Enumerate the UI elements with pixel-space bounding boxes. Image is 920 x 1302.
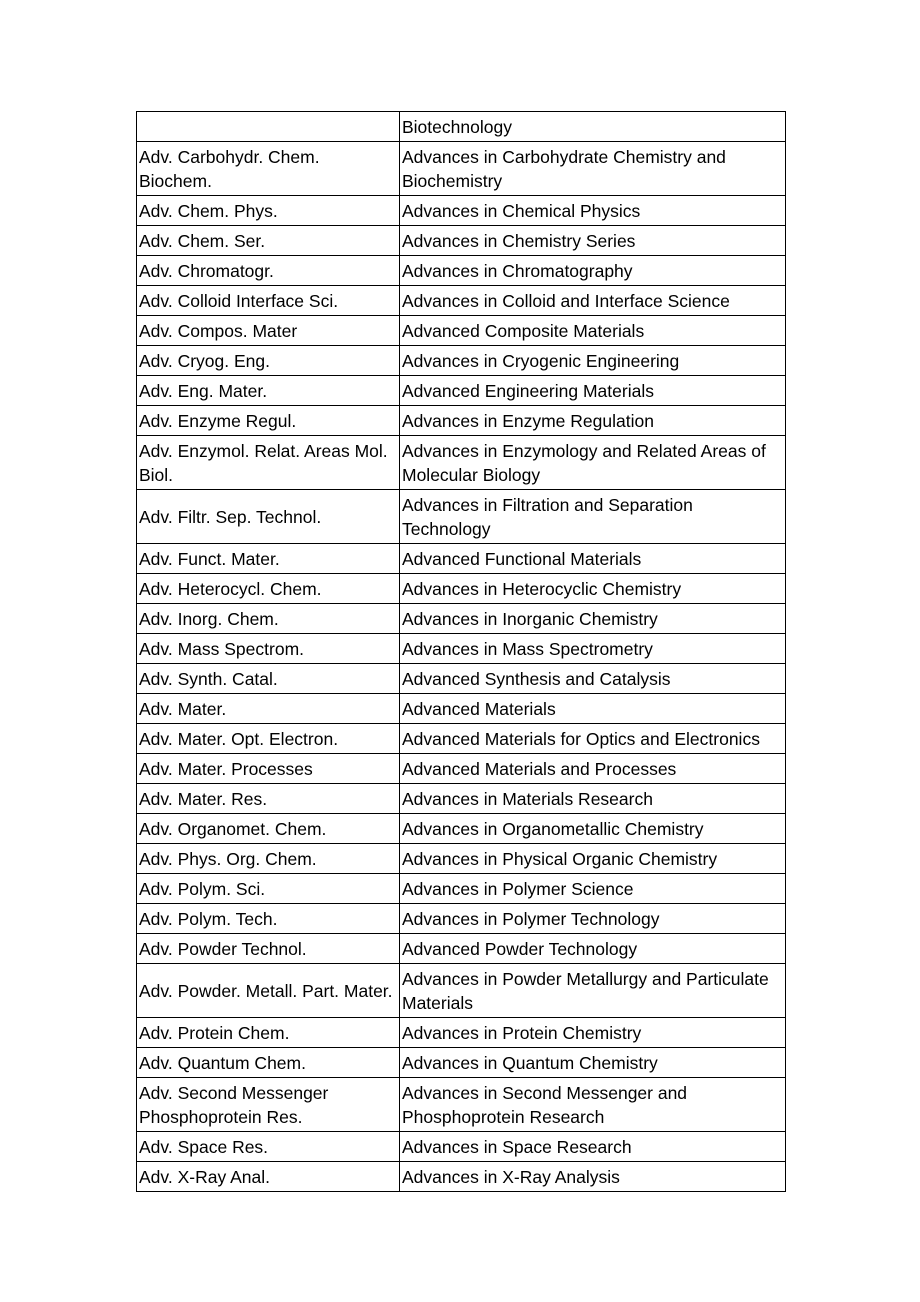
full-title-cell: Advances in Cryogenic Engineering [400,346,786,376]
full-title-cell: Advances in Organometallic Chemistry [400,814,786,844]
abbreviation-cell: Adv. Inorg. Chem. [137,604,400,634]
full-title-cell: Advances in Filtration and Separation Technology [400,490,786,544]
full-title-cell: Advances in Protein Chemistry [400,1018,786,1048]
table-row [137,844,786,874]
full-title-cell: Advances in Polymer Technology [400,904,786,934]
table-row [137,1078,786,1132]
abbreviation-cell: Adv. Second Messenger Phosphoprotein Res. [137,1078,400,1132]
full-title-cell: Advances in Chemical Physics [400,196,786,226]
abbreviation-cell: Adv. Synth. Catal. [137,664,400,694]
abbreviation-cell: Adv. Mater. Opt. Electron. [137,724,400,754]
full-title-cell: Advanced Composite Materials [400,316,786,346]
abbreviation-cell: Adv. Filtr. Sep. Technol. [137,490,400,544]
table-body [137,112,786,1192]
table-row [137,904,786,934]
table-row [137,346,786,376]
abbreviation-cell: Adv. Powder Technol. [137,934,400,964]
table-row [137,634,786,664]
abbreviation-cell: Adv. Chem. Phys. [137,196,400,226]
table-row [137,574,786,604]
abbreviation-cell: Adv. Enzymol. Relat. Areas Mol. Biol. [137,436,400,490]
full-title-cell: Advances in Carbohydrate Chemistry and Biochemistry [400,142,786,196]
table-row [137,664,786,694]
table-row [137,1132,786,1162]
full-title-cell: Advances in Mass Spectrometry [400,634,786,664]
table-row [137,226,786,256]
full-title-cell: Advances in Quantum Chemistry [400,1048,786,1078]
abbreviation-cell: Adv. Organomet. Chem. [137,814,400,844]
full-title-cell: Advanced Materials and Processes [400,754,786,784]
table-row [137,964,786,1018]
table-row [137,490,786,544]
abbreviation-cell: Adv. Enzyme Regul. [137,406,400,436]
table-row [137,604,786,634]
abbreviation-cell: Adv. Mater. [137,694,400,724]
table-row [137,934,786,964]
abbreviation-cell: Adv. Heterocycl. Chem. [137,574,400,604]
table-row [137,874,786,904]
full-title-cell: Advances in Inorganic Chemistry [400,604,786,634]
full-title-cell: Biotechnology [400,112,786,142]
abbreviation-cell: Adv. Powder. Metall. Part. Mater. [137,964,400,1018]
full-title-cell: Advances in Colloid and Interface Science [400,286,786,316]
table-row [137,784,786,814]
abbreviation-cell: Adv. Polym. Sci. [137,874,400,904]
table-row [137,196,786,226]
full-title-cell: Advances in Enzyme Regulation [400,406,786,436]
full-title-cell: Advances in Chemistry Series [400,226,786,256]
abbreviation-cell: Adv. Protein Chem. [137,1018,400,1048]
abbreviation-cell: Adv. Quantum Chem. [137,1048,400,1078]
abbreviation-cell: Adv. Mass Spectrom. [137,634,400,664]
table-row [137,1018,786,1048]
full-title-cell: Advanced Powder Technology [400,934,786,964]
table-row [137,286,786,316]
abbreviation-cell: Adv. Compos. Mater [137,316,400,346]
abbreviation-cell: Adv. Space Res. [137,1132,400,1162]
table-row [137,406,786,436]
table-row [137,754,786,784]
full-title-cell: Advanced Synthesis and Catalysis [400,664,786,694]
full-title-cell: Advanced Materials for Optics and Electronics [400,724,786,754]
table-row [137,814,786,844]
full-title-cell: Advances in Materials Research [400,784,786,814]
abbreviation-cell: Adv. Carbohydr. Chem. Biochem. [137,142,400,196]
table-row [137,256,786,286]
table-row [137,376,786,406]
full-title-cell: Advances in Space Research [400,1132,786,1162]
abbreviation-cell: Adv. Chem. Ser. [137,226,400,256]
table-row [137,316,786,346]
full-title-cell: Advances in Polymer Science [400,874,786,904]
full-title-cell: Advanced Engineering Materials [400,376,786,406]
abbreviation-cell: Adv. Funct. Mater. [137,544,400,574]
full-title-cell: Advances in Second Messenger and Phosphoprotein Research [400,1078,786,1132]
abbreviation-cell: Adv. Phys. Org. Chem. [137,844,400,874]
abbreviation-cell: Adv. Colloid Interface Sci. [137,286,400,316]
full-title-cell: Advances in Heterocyclic Chemistry [400,574,786,604]
abbreviation-cell [137,112,400,142]
table-row [137,544,786,574]
abbreviation-cell: Adv. Polym. Tech. [137,904,400,934]
table-row [137,1162,786,1192]
abbreviation-cell: Adv. Mater. Res. [137,784,400,814]
table-row [137,142,786,196]
abbreviation-cell: Adv. Eng. Mater. [137,376,400,406]
abbreviation-cell: Adv. X-Ray Anal. [137,1162,400,1192]
abbreviation-cell: Adv. Cryog. Eng. [137,346,400,376]
table-row [137,112,786,142]
full-title-cell: Advances in X-Ray Analysis [400,1162,786,1192]
table-row [137,436,786,490]
full-title-cell: Advanced Functional Materials [400,544,786,574]
full-title-cell: Advances in Physical Organic Chemistry [400,844,786,874]
full-title-cell: Advances in Enzymology and Related Areas of Molecular Biology [400,436,786,490]
full-title-cell: Advanced Materials [400,694,786,724]
table-row [137,724,786,754]
full-title-cell: Advances in Chromatography [400,256,786,286]
table-row [137,1048,786,1078]
journal-abbreviation-table [136,111,786,1192]
abbreviation-cell: Adv. Mater. Processes [137,754,400,784]
abbreviation-cell: Adv. Chromatogr. [137,256,400,286]
table-row [137,694,786,724]
full-title-cell: Advances in Powder Metallurgy and Particulate Materials [400,964,786,1018]
